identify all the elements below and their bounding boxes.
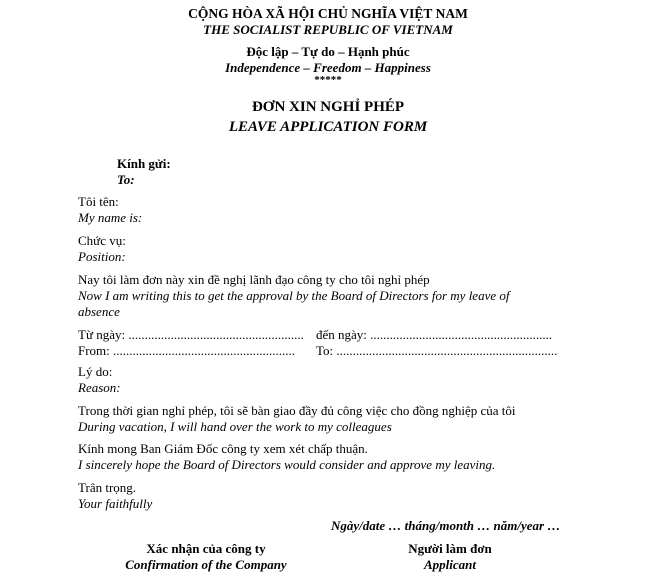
request-text-en-line2: absence	[78, 304, 120, 319]
company-confirmation-label-en: Confirmation of the Company	[125, 557, 287, 572]
motto-en: Independence – Freedom – Happiness	[225, 60, 431, 75]
position-label-en: Position:	[78, 249, 126, 264]
request-text-en-line1: Now I am writing this to get the approval by the Board of Directors for my leave of	[78, 288, 510, 303]
handover-text-en: During vacation, I will hand over the work to my colleagues	[78, 419, 392, 434]
from-date-field-vn: Từ ngày: ......................................................	[78, 327, 304, 342]
form-title-en: LEAVE APPLICATION FORM	[228, 119, 428, 135]
position-label-vn: Chức vụ:	[78, 233, 126, 248]
country-name-vn: CỘNG HÒA XÃ HỘI CHỦ NGHĨA VIỆT NAM	[188, 6, 468, 21]
applicant-label-vn: Người làm đơn	[408, 541, 492, 556]
request-text-vn: Nay tôi làm đơn này xin đề nghị lãnh đạo công ty cho tôi nghỉ phép	[78, 272, 430, 287]
handover-text-vn: Trong thời gian nghỉ phép, tôi sẽ bàn giao đầy đủ công việc cho đồng nghiệp của tôi	[78, 403, 516, 418]
company-confirmation-label-vn: Xác nhận của công ty	[146, 541, 266, 556]
decorative-stars: *****	[314, 74, 342, 86]
reason-label-vn: Lý do:	[78, 364, 113, 379]
reason-label-en: Reason:	[78, 380, 121, 395]
motto-vn: Độc lập – Tự do – Hạnh phúc	[246, 44, 410, 59]
to-date-field-en: To: ....................................................................	[316, 343, 558, 358]
country-name-en: THE SOCIALIST REPUBLIC OF VIETNAM	[203, 22, 453, 37]
recipient-label-en: To:	[117, 172, 135, 187]
closing-text-en: Your faithfully	[78, 496, 153, 511]
approval-text-vn: Kính mong Ban Giám Đốc công ty xem xét chấp thuận.	[78, 441, 368, 456]
form-title-vn: ĐƠN XIN NGHỈ PHÉP	[251, 99, 405, 115]
to-date-field-vn: đến ngày: ........................................................	[316, 327, 553, 342]
approval-text-en: I sincerely hope the Board of Directors would consider and approve my leaving.	[78, 457, 496, 472]
applicant-label-en: Applicant	[423, 557, 476, 572]
signing-date-line: Ngày/date … tháng/month … năm/year …	[331, 518, 561, 533]
name-label-vn: Tôi tên:	[78, 194, 119, 209]
name-label-en: My name is:	[78, 210, 143, 225]
from-date-field-en: From: ........................................................	[78, 343, 296, 358]
closing-text-vn: Trân trọng.	[78, 480, 137, 495]
recipient-label-vn: Kính gửi:	[117, 156, 171, 171]
